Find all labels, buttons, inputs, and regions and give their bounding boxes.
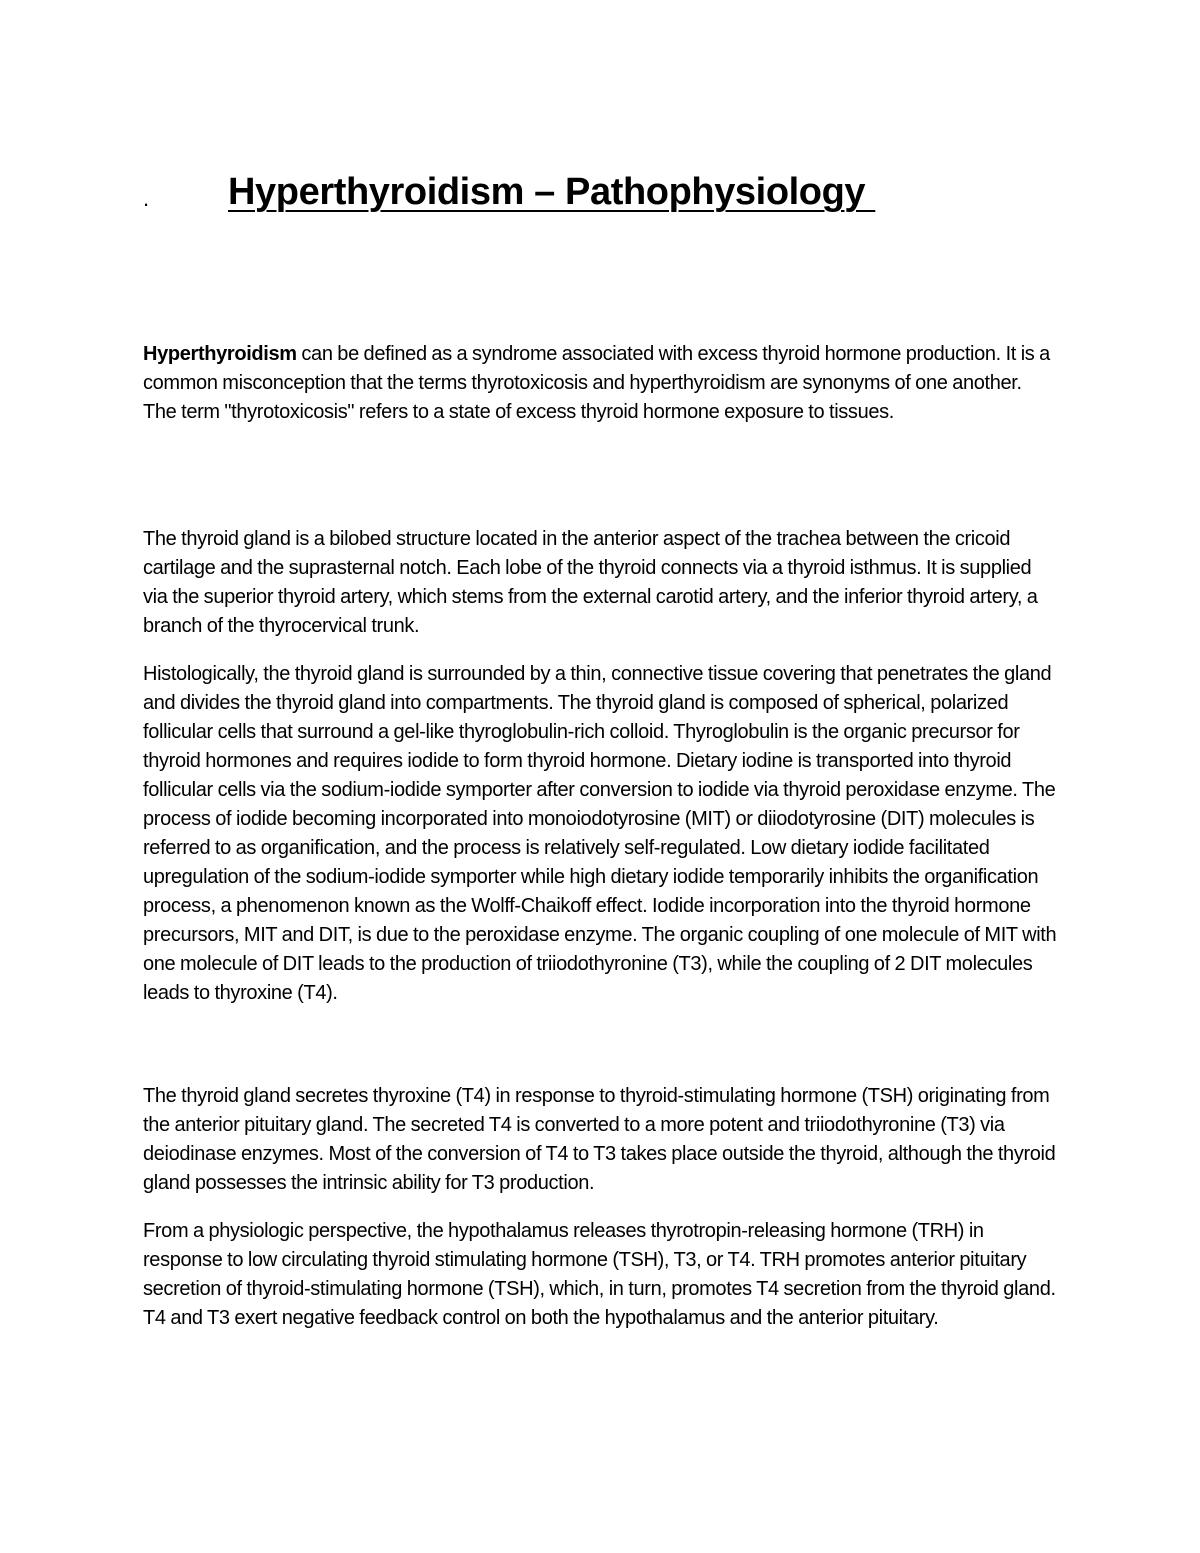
paragraph-histology: Histologically, the thyroid gland is surrounded by a thin, connective tissue covering that penetrates the gland and divides the thyroid gland into compartments. The thyroid gland is composed of spherical, polarized follicular cells that surround a gel-like thyroglobulin-rich colloid. Thyroglobulin is the organic precursor for thyroid hormones and requires iodide to form thyroid hormone. Dietary iodine is transported into thyroid follicular cells via the sodium-iodide symporter after conversion to iodide via thyroid peroxidase enzyme. The process of iodide becoming incorporated into monoiodotyrosine (MIT) or diiodotyrosine (DIT) molecules is referred to as organification, and the process is relatively self-regulated. Low dietary iodide facilitated upregulation of the sodium-iodide symporter while high dietary iodide temporarily inhibits the organification process, a phenomenon known as the Wolff-Chaikoff effect. Iodide incorporation into the thyroid hormone precursors, MIT and DIT, is due to the peroxidase enzyme. The organic coupling of one molecule of MIT with one molecule of DIT leads to the production of triiodothyronine (T3), while the coupling of 2 DIT molecules leads to thyroxine (T4). (143, 663, 1057, 1004)
definition-term: Hyperthyroidism (143, 343, 297, 365)
bullet-marker: . (143, 186, 150, 211)
definition-text: can be defined as a syndrome associated with excess thyroid hormone production. It is a common misconception that the terms thyrotoxicosis and hyperthyroidism are synonyms of one another. The term "thyrotoxicosis" refers to a state of excess thyroid hormone exposure to tissues. (143, 343, 1050, 423)
document-title: Hyperthyroidism – Pathophysiology (228, 171, 876, 213)
paragraph-anatomy: The thyroid gland is a bilobed structure located in the anterior aspect of the trachea between the cricoid cartilage and the suprasternal notch. Each lobe of the thyroid connects via a thyroid isthmus. It is supplied via the superior thyroid artery, which stems from the external carotid artery, and the inferior thyroid artery, a branch of the thyrocervical trunk. (143, 528, 1038, 637)
paragraph-secretion: The thyroid gland secretes thyroxine (T4) in response to thyroid-stimulating hormone (TSH) originating from the anterior pituitary gland. The secreted T4 is converted to a more potent and triiodothyronine (T3) via deiodinase enzymes. Most of the conversion of T4 to T3 takes place outside the thyroid, although the thyroid gland possesses the intrinsic ability for T3 production. (143, 1085, 1056, 1194)
paragraph-physiology: From a physiologic perspective, the hypothalamus releases thyrotropin-releasing hormone (TRH) in response to low circulating thyroid stimulating hormone (TSH), T3, or T4. TRH promotes anterior pituitary secretion of thyroid-stimulating hormone (TSH), which, in turn, promotes T4 secretion from the thyroid gland. T4 and T3 exert negative feedback control on both the hypothalamus and the anterior pituitary. (143, 1220, 1056, 1329)
paragraph-definition (143, 340, 1058, 427)
